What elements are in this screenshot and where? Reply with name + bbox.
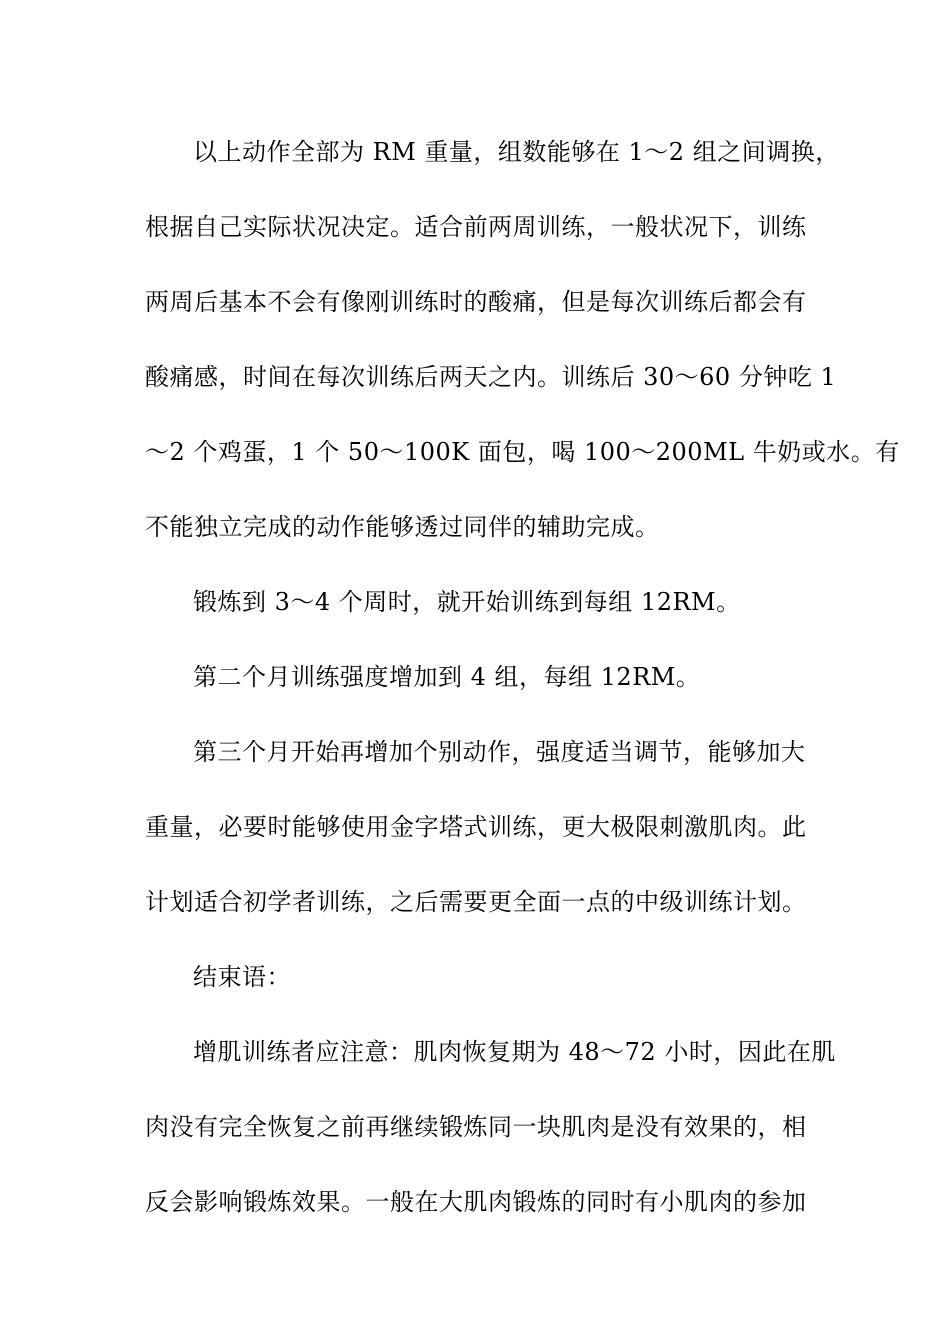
paragraph-line: 根据自己实际状况决定。适合前两周训练，一般状况下，训练 bbox=[145, 213, 807, 241]
paragraph-line: 酸痛感，时间在每次训练后两天之内。训练后 30～60 分钟吃 1 bbox=[145, 363, 837, 391]
paragraph-line: 肉没有完全恢复之前再继续锻炼同一块肌肉是没有效果的，相 bbox=[145, 1113, 807, 1141]
paragraph-line: 不能独立完成的动作能够透过同伴的辅助完成。 bbox=[145, 513, 660, 541]
paragraph-line: 计划适合初学者训练，之后需要更全面一点的中级训练计划。 bbox=[145, 888, 807, 916]
paragraph-line: ～2 个鸡蛋，1 个 50～100K 面包，喝 100～200ML 牛奶或水。有 bbox=[145, 438, 900, 466]
paragraph-line: 增肌训练者应注意：肌肉恢复期为 48～72 小时，因此在肌 bbox=[193, 1038, 836, 1066]
paragraph-line: 重量，必要时能够使用金字塔式训练，更大极限刺激肌肉。此 bbox=[145, 813, 807, 841]
paragraph-line: 反会影响锻炼效果。一般在大肌肉锻炼的同时有小肌肉的参加 bbox=[145, 1188, 807, 1216]
paragraph-line: 第二个月训练强度增加到 4 组，每组 12RM。 bbox=[193, 663, 701, 691]
paragraph-line: 两周后基本不会有像刚训练时的酸痛，但是每次训练后都会有 bbox=[145, 288, 807, 316]
paragraph-line: 以上动作全部为 RM 重量，组数能够在 1～2 组之间调换， bbox=[193, 138, 840, 166]
paragraph-line: 锻炼到 3～4 个周时，就开始训练到每组 12RM。 bbox=[193, 588, 741, 616]
section-heading: 结束语： bbox=[193, 963, 291, 991]
paragraph-line: 第三个月开始再增加个别动作，强度适当调节，能够加大 bbox=[193, 738, 806, 766]
